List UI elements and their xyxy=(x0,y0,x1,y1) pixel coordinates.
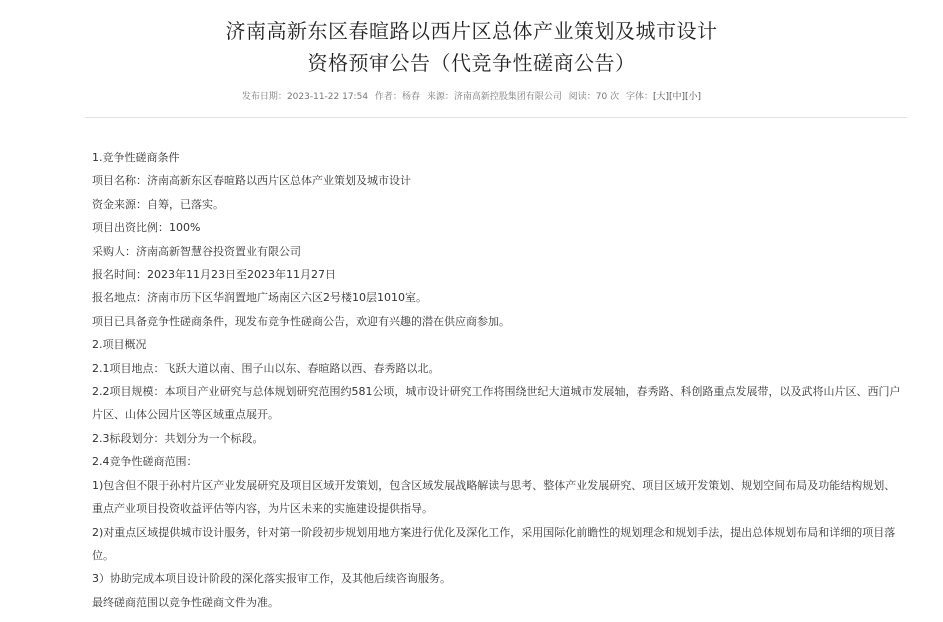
section-heading: 2.项目概况 xyxy=(92,338,147,352)
registration-time: 报名时间：2023年11月23日至2023年11月27日 xyxy=(92,268,336,282)
purchaser: 采购人：济南高新智慧谷投资置业有限公司 xyxy=(92,244,301,258)
source-label: 来源： xyxy=(426,92,454,102)
section-heading: 2.4竞争性磋商范围： xyxy=(92,455,198,469)
publish-date xyxy=(242,92,368,102)
author-value: 杨春 xyxy=(401,92,420,102)
header-divider xyxy=(85,117,907,118)
font-medium-link[interactable]: [中] xyxy=(669,92,686,102)
source xyxy=(427,92,562,102)
lot-division: 2.3标段划分：共划分为一个标段。 xyxy=(92,431,264,445)
views-label: 阅读： xyxy=(568,92,596,102)
author-label: 作者： xyxy=(374,92,402,102)
project-location: 2.1项目地点：飞跃大道以南、围子山以东、春暄路以西、春秀路以北。 xyxy=(92,361,440,375)
scope-item-1: 1)包含但不限于孙村片区产业发展研究及项目区域开发策划，包含区域发展战略解读与思考、整体产业发展研究、项目区域开发策划、规划空间布局及功能结构规划、重点产业项目投资收益评估等内容，为片区未来的实施建设提供指导。 xyxy=(92,478,896,516)
article-meta xyxy=(0,90,943,104)
font-size-controls xyxy=(626,92,701,102)
view-count xyxy=(569,92,619,102)
page-title-line-2: 资格预审公告（代竞争性磋商公告） xyxy=(307,51,636,75)
project-scale: 2.2项目规模：本项目产业研究与总体规划研究范围约581公顷，城市设计研究工作将围绕世纪大道城市发展轴，春秀路、科创路重点发展带，以及武将山片区、西门户片区、山体公园片区等区域重点展开。 xyxy=(92,385,901,422)
font-large-link[interactable]: [大] xyxy=(652,92,670,102)
views-value: 70 xyxy=(595,92,608,102)
source-value: 济南高新控股集团有限公司 xyxy=(453,92,562,102)
views-unit: 次 xyxy=(610,92,620,102)
article-body xyxy=(92,146,902,614)
scope-note: 最终磋商范围以竞争性磋商文件为准。 xyxy=(92,595,279,609)
author xyxy=(375,92,420,102)
scope-item-3: 3）协助完成本项目设计阶段的深化落实报审工作，及其他后续咨询服务。 xyxy=(92,572,451,586)
font-small-link[interactable]: [小] xyxy=(685,92,702,102)
font-size-label: 字体： xyxy=(625,92,653,102)
publish-date-label: 发布日期： xyxy=(241,92,287,102)
publish-date-value: 2023-11-22 17:54 xyxy=(286,92,369,102)
page-title-line-1: 济南高新东区春暄路以西片区总体产业策划及城市设计 xyxy=(225,19,718,43)
funding-source: 资金来源：自筹，已落实。 xyxy=(92,197,224,211)
section-heading: 1.竞争性磋商条件 xyxy=(92,151,180,164)
registration-location: 报名地点：济南市历下区华润置地广场南区六区2号楼10层1010室。 xyxy=(92,291,427,305)
scope-item-2: 2)对重点区域提供城市设计服务，针对第一阶段初步规划用地方案进行优化及深化工作，采用国际化前瞻性的规划理念和规划手法，提出总体规划布局和详细的项目落位。 xyxy=(92,525,896,562)
invitation-paragraph: 项目已具备竞争性磋商条件，现发布竞争性磋商公告，欢迎有兴趣的潜在供应商参加。 xyxy=(92,314,510,328)
project-name: 项目名称：济南高新东区春暄路以西片区总体产业策划及城市设计 xyxy=(92,174,411,188)
funding-ratio: 项目出资比例：100% xyxy=(92,221,201,235)
